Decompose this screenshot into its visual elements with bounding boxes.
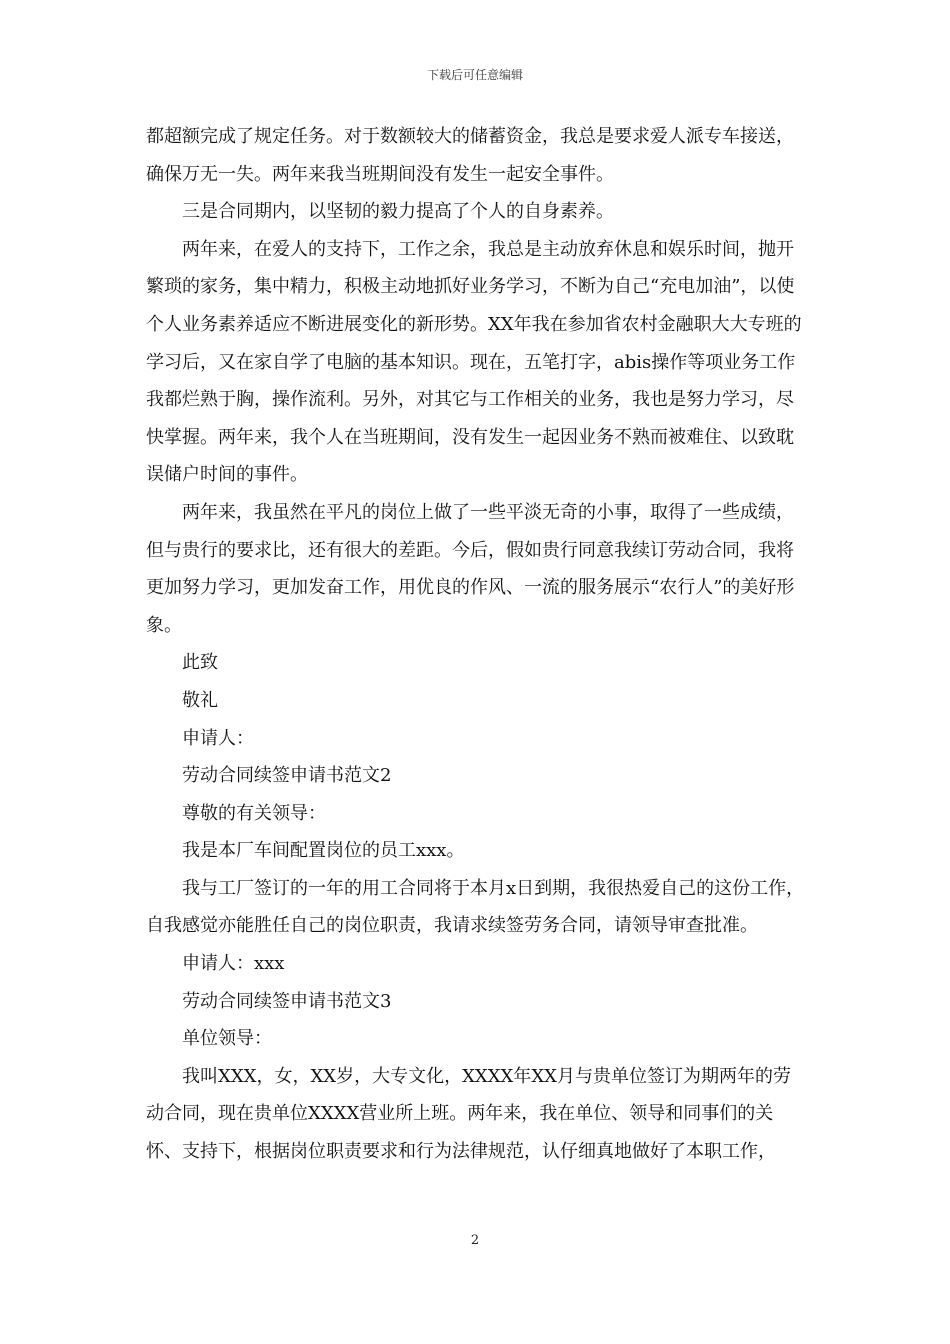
closing-line: 敬礼 (182, 689, 218, 711)
salutation: 尊敬的有关领导： (182, 802, 326, 824)
section-title: 劳动合同续签申请书范文2 (182, 765, 392, 787)
paragraph: 两年来，在爱人的支持下，工作之余，我总是主动放弃休息和娱乐时间，抛开繁琐的家务，集中精力，积极主动地抓好业务学习，不断为自己“充电加油”，以使个人业务素养适应不断进展变化的新形势。XX年我在参加省农村金融职大大专班的学习后，又在家自学了电脑的基本知识。现在，五笔打字，abis操作等项业务工作我都烂熟于胸，操作流利。另外，对其它与工作相关的业务，我也是努力学习，尽快掌握。两年来，我个人在当班期间，没有发生一起因业务不熟而被难住、以致耽误储户时间的事件。 (146, 238, 802, 486)
applicant-label: 申请人：xxx (182, 953, 285, 975)
page-number: 2 (470, 1233, 480, 1248)
paragraph: 我是本厂车间配置岗位的员工xxx。 (182, 840, 465, 862)
closing-line: 此致 (182, 652, 218, 674)
paragraph: 两年来，我虽然在平凡的岗位上做了一些平淡无奇的小事，取得了一些成绩，但与贵行的要求比，还有很大的差距。今后，假如贵行同意我续订劳动合同，我将更加努力学习，更加发奋工作，用优良的作风、一流的服务展示“农行人”的美好形象。 (146, 501, 795, 636)
salutation: 单位领导： (182, 1028, 272, 1050)
paragraph: 都超额完成了规定任务。对于数额较大的储蓄资金，我总是要求爱人派专车接送，确保万无一失。两年来我当班期间没有发生一起安全事件。 (146, 126, 794, 185)
section-title: 劳动合同续签申请书范文3 (182, 990, 392, 1012)
page-header: 下载后可任意编辑 (426, 68, 523, 82)
paragraph: 我叫XXX，女，XX岁，大专文化，XXXX年XX月与贵单位签订为期两年的劳动合同，现在贵单位XXXX营业所上班。两年来，我在单位、领导和同事们的关怀、支持下，根据岗位职责要求和行为法律规范，认仔细真地做好了本职工作， (146, 1065, 791, 1163)
paragraph: 我与工厂签订的一年的用工合同将于本月x日到期，我很热爱自己的这份工作，自我感觉亦能胜任自己的岗位职责，我请求续签劳务合同，请领导审查批准。 (146, 877, 805, 937)
applicant-label: 申请人： (182, 727, 254, 749)
document-body (146, 118, 808, 1171)
paragraph: 三是合同期内，以坚韧的毅力提高了个人的自身素养。 (182, 201, 614, 223)
